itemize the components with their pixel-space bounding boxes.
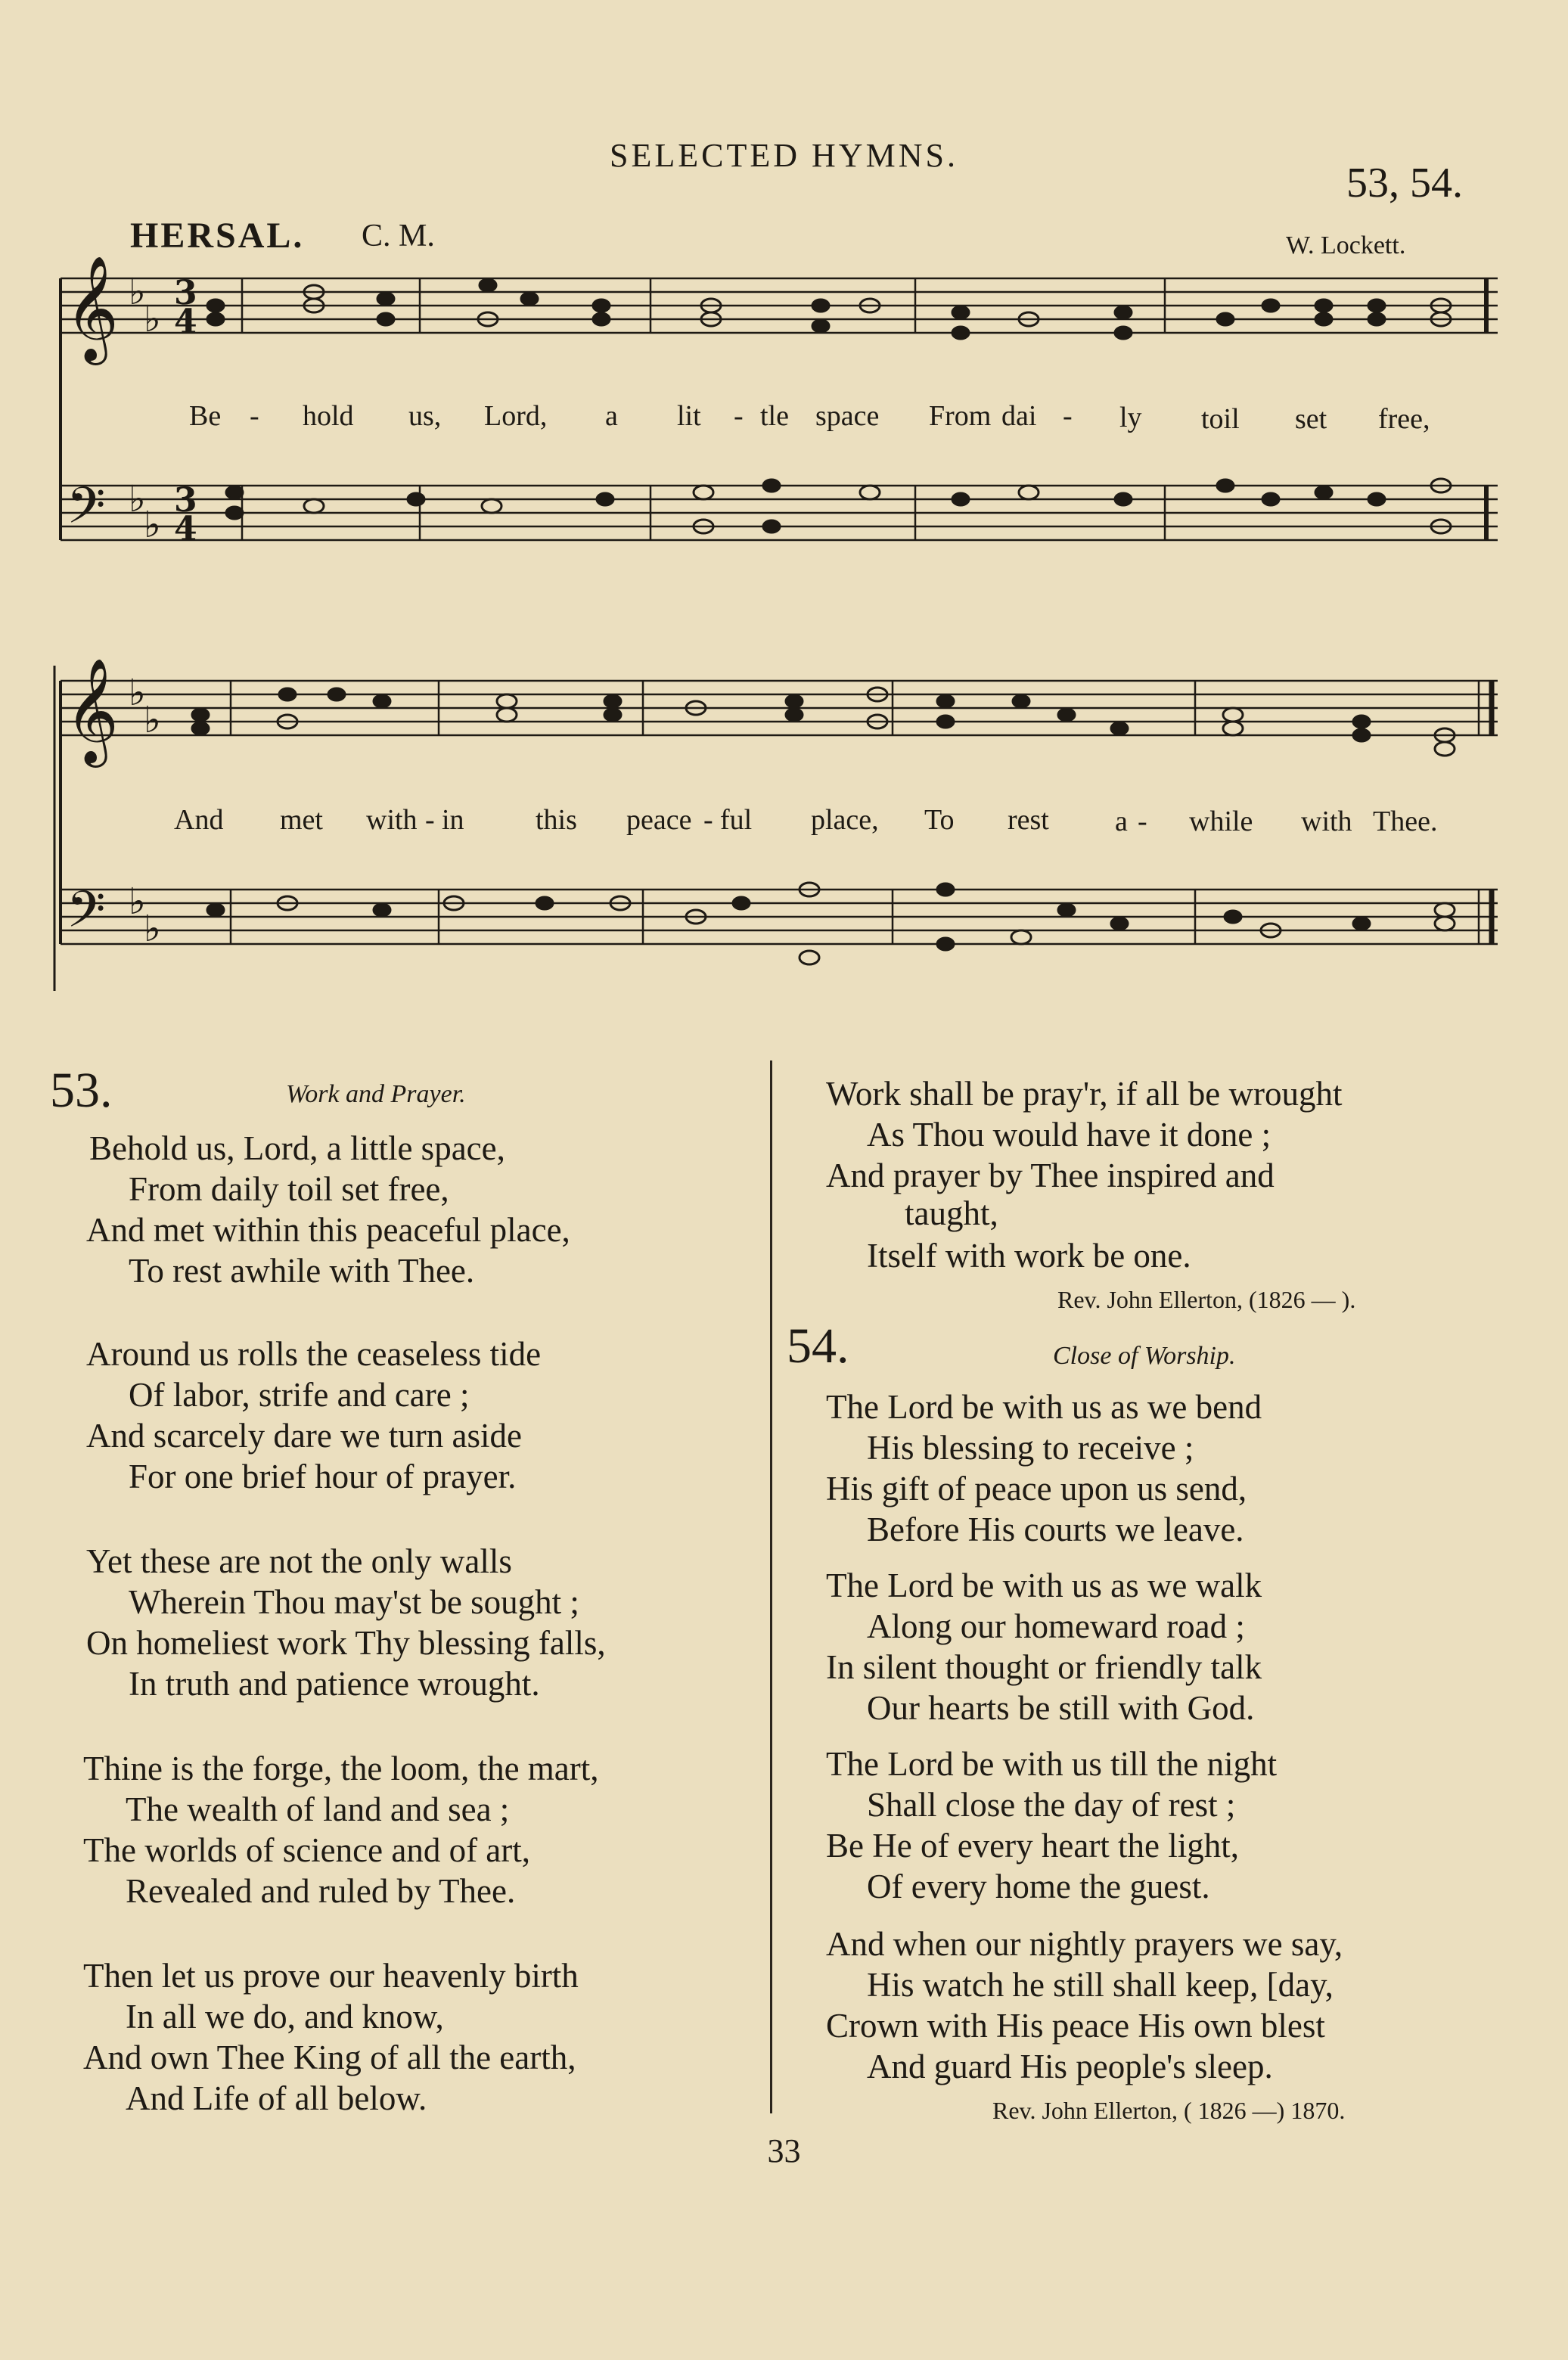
tune-composer: W. Lockett. <box>1286 231 1406 259</box>
svg-text:♭: ♭ <box>129 880 146 923</box>
lyric-syllable: space <box>815 400 880 432</box>
lyric-syllable: a <box>605 400 618 432</box>
verse-line: To rest awhile with Thee. <box>129 1252 475 1290</box>
svg-text:3: 3 <box>174 481 197 520</box>
verse-line: Work shall be pray'r, if all be wrought <box>826 1075 1343 1113</box>
hymn-54-number: 54. <box>787 1318 849 1374</box>
lyric-syllable: peace <box>626 804 692 836</box>
verse-line: Along our homeward road ; <box>867 1607 1245 1645</box>
verse-line: The Lord be with us as we walk <box>826 1567 1262 1604</box>
svg-text:3: 3 <box>174 274 197 312</box>
verse-line: On homeliest work Thy blessing falls, <box>86 1624 606 1662</box>
verse-line: For one brief hour of prayer. <box>129 1458 517 1495</box>
lyric-syllable: in <box>442 804 464 836</box>
lyric-hyphen: - <box>250 400 259 432</box>
lyric-syllable: a <box>1115 806 1128 837</box>
verse-line: Be He of every heart the light, <box>826 1827 1240 1865</box>
verse-line: His gift of peace upon us send, <box>826 1470 1247 1508</box>
verse-line: And scarcely dare we turn aside <box>86 1417 522 1455</box>
lyric-syllable: this <box>536 804 577 836</box>
verse-line: In silent thought or friendly talk <box>826 1648 1262 1686</box>
verse-line: From daily toil set free, <box>129 1170 449 1208</box>
verse-line: Around us rolls the ceaseless tide <box>86 1335 542 1373</box>
verse-line: The wealth of land and sea ; <box>126 1790 510 1828</box>
lyric-hyphen: - <box>425 804 435 836</box>
lyric-syllable: with <box>366 804 418 836</box>
lyric-syllable: met <box>280 804 323 836</box>
verse-line: Crown with His peace His own blest <box>826 2007 1325 2045</box>
verse-line: In all we do, and know, <box>126 1998 444 2036</box>
lyric-hyphen: - <box>1138 806 1147 837</box>
svg-text:♭: ♭ <box>129 672 146 714</box>
score-drawing <box>45 257 1513 1036</box>
verse-line: In truth and patience wrought. <box>129 1665 540 1703</box>
page-number: 33 <box>767 2132 801 2169</box>
lyric-hyphen: - <box>734 400 744 432</box>
treble-clef-icon-2: 𝄞 <box>65 658 119 763</box>
music-score <box>45 257 1513 1036</box>
lyric-hyphen: - <box>703 804 713 836</box>
hymn-number-range: 53, 54. <box>1346 160 1463 206</box>
lyric-syllable: And <box>174 804 224 836</box>
bass-clef-icon-2: 𝄢 <box>67 880 106 951</box>
lyric-syllable: tle <box>760 400 789 432</box>
lyric-syllable: rest <box>1008 804 1049 836</box>
hymn-54-attribution: Rev. John Ellerton, ( 1826 —) 1870. <box>992 2097 1346 2124</box>
svg-text:4: 4 <box>174 303 197 341</box>
verse-line: Our hearts be still with God. <box>867 1689 1255 1727</box>
system2-bass-staff <box>61 890 1498 944</box>
lyric-syllable: Lord, <box>484 400 548 432</box>
hymn-53-attribution: Rev. John Ellerton, (1826 — ). <box>1057 1286 1356 1313</box>
lyric-syllable: set <box>1295 403 1327 435</box>
verse-line: The worlds of science and of art, <box>83 1831 531 1869</box>
lyric-syllable: Be <box>189 400 222 432</box>
lyric-syllable: with <box>1301 806 1352 837</box>
verse-line: As Thou would have it done ; <box>867 1116 1271 1154</box>
lyric-syllable: hold <box>303 400 354 432</box>
lyric-syllable: ly <box>1119 402 1142 433</box>
lyric-syllable: us, <box>408 400 442 432</box>
system1-bass-staff <box>61 486 1498 540</box>
lyric-syllable: place, <box>811 804 879 836</box>
treble-clef-icon: 𝄞 <box>65 257 119 361</box>
verse-line: Yet these are not the only walls <box>86 1542 512 1580</box>
verse-line: And met within this peaceful place, <box>86 1211 570 1249</box>
verse-line: His watch he still shall keep, [day, <box>867 1966 1334 2004</box>
lyric-syllable: ful <box>720 804 753 836</box>
verse-line: Of every home the guest. <box>867 1868 1210 1905</box>
verse-line: And Life of all below. <box>126 2079 427 2117</box>
verse-line: taught, <box>905 1194 998 1232</box>
svg-text:4: 4 <box>174 510 197 548</box>
verse-line: And own Thee King of all the earth, <box>83 2039 576 2076</box>
verse-line: Then let us prove our heavenly birth <box>83 1957 579 1995</box>
verse-line: And guard His people's sleep. <box>867 2048 1273 2085</box>
verse-line: His blessing to receive ; <box>867 1429 1194 1467</box>
svg-text:♭: ♭ <box>129 478 146 520</box>
lyric-syllable: toil <box>1201 403 1240 435</box>
svg-text:♭: ♭ <box>144 908 161 950</box>
lyric-syllable: Thee. <box>1373 806 1438 837</box>
system2-treble-staff <box>61 681 1498 735</box>
lyric-syllable: dai <box>1001 400 1037 432</box>
verse-line: Of labor, strife and care ; <box>129 1376 470 1414</box>
hymn-54-title: Close of Worship. <box>1053 1342 1236 1370</box>
bass-clef-icon: 𝄢 <box>67 477 106 547</box>
svg-text:♭: ♭ <box>144 298 161 340</box>
svg-text:♭: ♭ <box>144 504 161 546</box>
tune-meter: C. M. <box>362 219 435 253</box>
lyric-syllable: To <box>924 804 955 836</box>
verse-line: And prayer by Thee inspired and <box>826 1157 1275 1194</box>
verse-line: The Lord be with us as we bend <box>826 1388 1262 1426</box>
verse-line: The Lord be with us till the night <box>826 1745 1278 1783</box>
hymn-53-title: Work and Prayer. <box>286 1080 466 1108</box>
lyric-syllable: free, <box>1378 403 1430 435</box>
lyric-hyphen: - <box>1063 400 1073 432</box>
verse-line: Wherein Thou may'st be sought ; <box>129 1583 579 1621</box>
lyric-syllable: while <box>1189 806 1253 837</box>
svg-text:♭: ♭ <box>129 271 146 313</box>
verse-line: Revealed and ruled by Thee. <box>126 1872 516 1910</box>
verse-line: Itself with work be one. <box>867 1237 1191 1275</box>
hymn-53-number: 53. <box>50 1063 113 1118</box>
tune-name: HERSAL. <box>130 216 305 256</box>
lyric-syllable: From <box>929 400 992 432</box>
system1-treble-staff <box>61 278 1498 333</box>
verse-line: Before His courts we leave. <box>867 1511 1244 1548</box>
verse-line: And when our nightly prayers we say, <box>826 1925 1343 1963</box>
verse-line: Thine is the forge, the loom, the mart, <box>83 1750 599 1787</box>
verse-line: Behold us, Lord, a little space, <box>89 1129 505 1167</box>
column-divider <box>770 1060 772 2113</box>
lyric-syllable: lit <box>677 400 701 432</box>
svg-text:♭: ♭ <box>144 699 161 741</box>
running-header: SELECTED HYMNS. <box>610 137 958 174</box>
verse-line: Shall close the day of rest ; <box>867 1786 1236 1824</box>
